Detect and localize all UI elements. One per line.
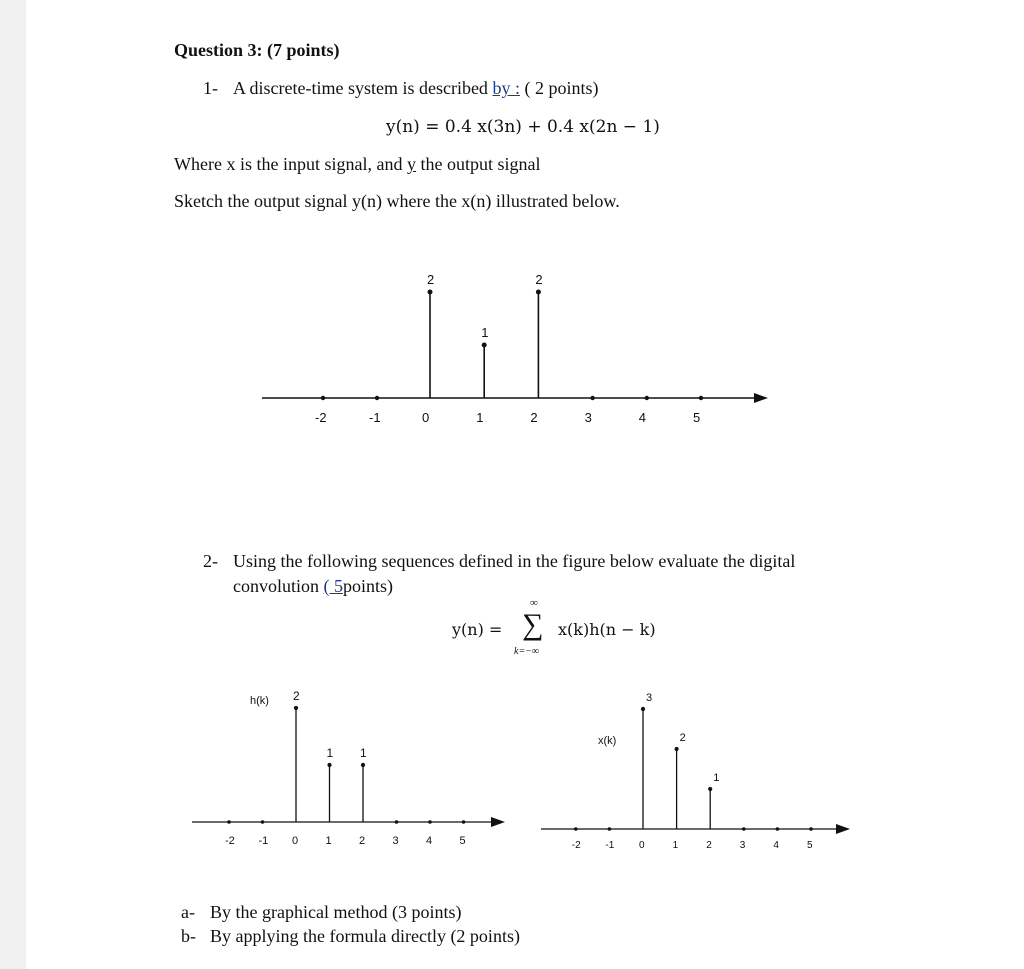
part2-line1: Using the following sequences defined in the figure below evaluate the digital xyxy=(233,551,796,571)
xn-stem-marker xyxy=(536,290,541,295)
sum-symbol: ∑ xyxy=(522,608,544,641)
hk-value-label: 1 xyxy=(326,746,334,760)
xk-value-label: 3 xyxy=(646,692,653,704)
xn-axis-arrow xyxy=(754,393,768,403)
part1-intro-points: ( 2 points) xyxy=(519,78,599,98)
conv-rhs: x(k)h(n − k) xyxy=(558,620,656,639)
xk-tick-label: 5 xyxy=(807,840,813,851)
xn-tick-label: 4 xyxy=(638,410,647,425)
part2-line2-b: points) xyxy=(343,576,394,596)
hk-tick-label: -1 xyxy=(258,835,269,847)
part2-number: 2- xyxy=(203,551,218,571)
xn-tick-label: 3 xyxy=(584,410,592,425)
xk-tick-label: 3 xyxy=(739,840,746,851)
xn-tick-label: 5 xyxy=(693,410,701,425)
hk-tick-label: 5 xyxy=(459,835,466,847)
hk-zero-point xyxy=(462,820,466,824)
xk-tick-label: 0 xyxy=(639,840,645,851)
xn-value-label: 2 xyxy=(427,272,435,287)
xk-tick-label: 1 xyxy=(672,840,679,851)
sub-b-label: b- xyxy=(181,926,196,946)
hk-zero-point xyxy=(395,820,399,824)
xk-zero-point xyxy=(809,827,813,831)
part1-intro-link[interactable]: by : xyxy=(492,78,520,98)
hk-tick-label: 2 xyxy=(359,835,366,847)
hk-zero-point xyxy=(428,820,432,824)
xk-axis-arrow xyxy=(836,824,850,834)
xk-zero-point xyxy=(574,827,578,831)
xk-tick-label: -2 xyxy=(571,840,581,851)
xn-stem-marker xyxy=(482,343,487,348)
xk-value-label: 2 xyxy=(679,732,686,744)
hk-axis-arrow xyxy=(491,817,505,827)
hk-zero-point xyxy=(227,820,231,824)
xn-zero-point xyxy=(321,396,325,400)
xn-tick-label: -1 xyxy=(369,410,381,425)
hk-stem-marker xyxy=(327,763,331,767)
xk-stem-marker xyxy=(675,747,679,751)
where-text-a: Where x is the input signal, and xyxy=(174,154,407,174)
hk-tick-label: 0 xyxy=(292,835,299,847)
xn-value-label: 1 xyxy=(481,325,489,340)
hk-tick-label: 3 xyxy=(392,835,399,847)
part2-line2-link[interactable]: ( 5 xyxy=(323,576,343,596)
xk-stem-marker xyxy=(641,707,645,711)
sub-b-text: By applying the formula directly (2 points) xyxy=(210,926,520,946)
part1-sketch-line: Sketch the output signal y(n) where the x(n) illustrated below. xyxy=(174,191,620,211)
where-text-b: the output signal xyxy=(415,154,541,174)
part1-intro-text: A discrete-time system is described xyxy=(233,78,493,98)
xk-stem-marker xyxy=(708,787,712,791)
xk-value-label: 1 xyxy=(713,772,720,784)
part1-equation: y(n) = 0.4 x(3n) + 0.4 x(2n − 1) xyxy=(386,117,660,137)
xn-zero-point xyxy=(645,396,649,400)
xk-zero-point xyxy=(608,827,612,831)
xn-tick-label: -2 xyxy=(315,410,327,425)
hk-tick-label: -2 xyxy=(225,835,235,847)
sum-upper-limit: ∞ xyxy=(530,597,538,609)
hk-tick-label: 4 xyxy=(426,835,433,847)
sub-a-label: a- xyxy=(181,902,195,922)
where-text-y: y xyxy=(406,154,416,174)
hk-value-label: 1 xyxy=(360,746,367,760)
xn-stem-marker xyxy=(428,290,433,295)
part2-line2-a: convolution xyxy=(233,576,324,596)
xk-tick-label: 2 xyxy=(706,840,712,851)
xn-tick-label: 0 xyxy=(422,410,430,425)
hk-ylabel: h(k) xyxy=(250,695,269,707)
hk-zero-point xyxy=(261,820,265,824)
hk-tick-label: 1 xyxy=(325,835,332,847)
xk-zero-point xyxy=(742,827,746,831)
question-title: Question 3: (7 points) xyxy=(174,40,340,60)
part1-number: 1- xyxy=(203,78,218,98)
xk-zero-point xyxy=(776,827,780,831)
xk-ylabel: x(k) xyxy=(598,735,617,747)
hk-stem-marker xyxy=(361,763,365,767)
hk-value-label: 2 xyxy=(293,689,300,703)
xn-tick-label: 2 xyxy=(530,410,538,425)
xn-tick-label: 1 xyxy=(476,410,484,425)
xn-zero-point xyxy=(590,396,594,400)
xk-tick-label: -1 xyxy=(605,840,615,851)
sub-a-text: By the graphical method (3 points) xyxy=(210,902,462,922)
hk-stem-marker xyxy=(294,706,298,710)
conv-lhs: y(n) = xyxy=(452,620,503,639)
xn-zero-point xyxy=(375,396,379,400)
sum-lower-limit: k=−∞ xyxy=(514,646,540,657)
xk-tick-label: 4 xyxy=(773,840,779,851)
xn-value-label: 2 xyxy=(535,272,543,287)
xn-zero-point xyxy=(699,396,703,400)
